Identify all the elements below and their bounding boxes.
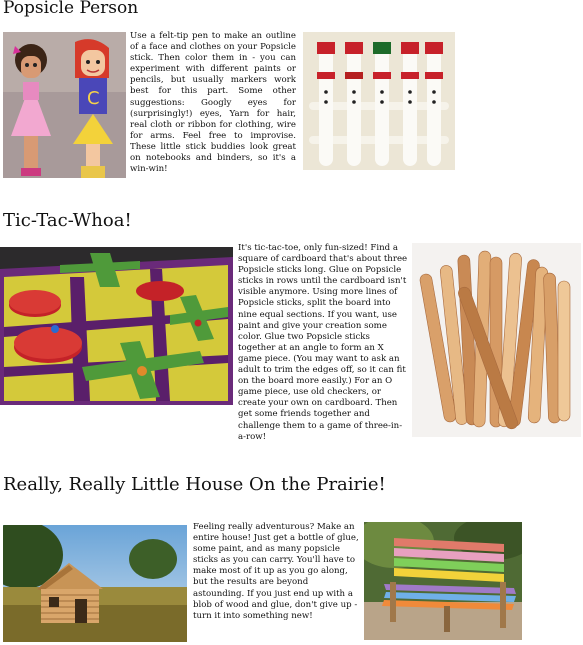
section-title-popsicle-person: Popsicle Person (3, 0, 139, 18)
popsicle-sticks-pile-photo (412, 243, 581, 437)
popsicle-snowmen-photo (303, 32, 455, 170)
section-body-popsicle-person: Use a felt-tip pen to make an outline of a face and clothes on your Popsicle stick. Then color them in - you can experiment with different paints or pencils, but usually markers work best for this part. Some other suggestions: Googly eyes for (surprisingly!) eyes, Yarn for hair, real cloth or ribbon for clothing, wire for arms. Feel free to improvise. These little stick buddies look great on notebooks and binders, so it's a win-win! (130, 31, 296, 175)
section-title-little-house: Really, Really Little House On the Prairie! (3, 474, 386, 495)
svg-text:C: C (87, 88, 100, 109)
popsicle-stick-house-photo (3, 525, 187, 642)
painted-popsicle-bench-photo (364, 522, 522, 640)
section-body-tic-tac-whoa: It's tic-tac-toe, only fun-sized! Find a square of cardboard that's about three Popsicle sticks long. Glue on Popsicle sticks in rows until the cardboard isn't visible anymore. Using more lines of Popsicle sticks, split the board into nine equal sections. If you want, use paint and give your creation some color. Glue two Popsicle sticks together at an angle to form an X game piece. (You may want to ask an adult to trim the edges off, so it can fit on the board more easily.) For an O game piece, use old checkers, or create your own on cardboard. Then get some friends together and challenge them to a game of three-in-a-row! (238, 243, 408, 442)
tic-tac-toe-board-photo (0, 247, 233, 405)
popsicle-people-photo (3, 32, 126, 178)
section-title-tic-tac-whoa: Tic-Tac-Whoa! (3, 210, 132, 231)
section-body-little-house: Feeling really adventurous? Make an entire house! Just get a bottle of glue, some paint, and as many popsicle sticks as you can carry. You'll have to make most of it up as you go along, but the results are beyond astounding. If you just end up with a blob of wood and glue, don't give up - turn it into something new! (193, 522, 359, 621)
